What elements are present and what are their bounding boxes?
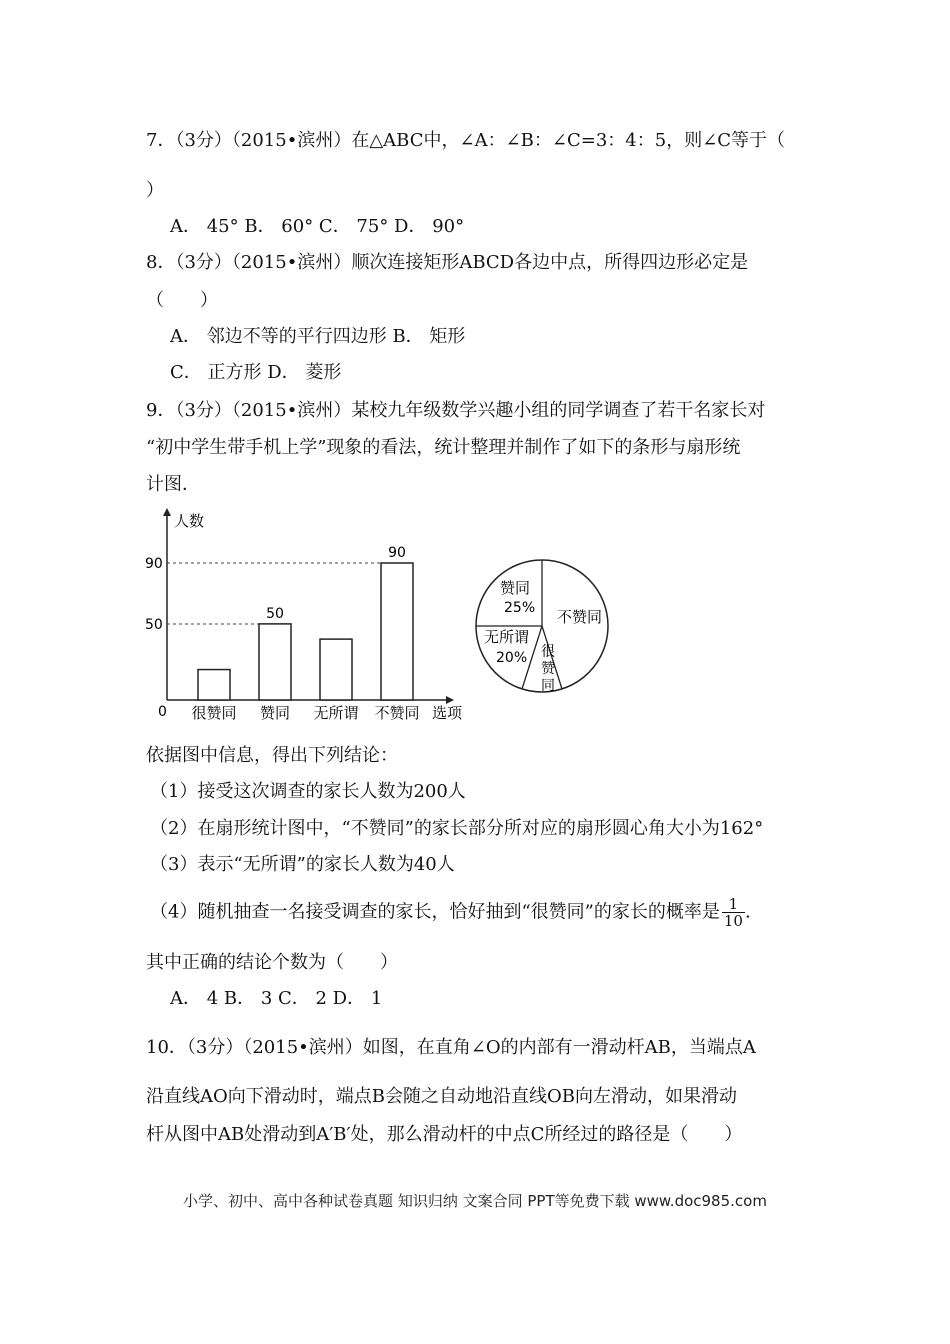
y-axis-arrow xyxy=(163,508,171,516)
pie-label-strongly-agree-char: 很 xyxy=(541,644,555,660)
bar-value-label-不赞同: 90 xyxy=(388,545,406,561)
q9-figure xyxy=(0,505,950,735)
bar-chart xyxy=(145,508,463,722)
x-tick-不赞同: 不赞同 xyxy=(374,704,420,722)
fraction-numerator: 1 xyxy=(722,896,745,913)
q9-conclusion-3: （3）表示“无所谓”的家长人数为40人 xyxy=(150,854,455,875)
q10-stem-3: 杆从图中AB处滑动到A′B′处，那么滑动杆的中点C所经过的路径是（ ） xyxy=(146,1124,743,1145)
q8-options-2: C． 正方形 D． 菱形 xyxy=(170,362,342,383)
q9-intro: 依据图中信息，得出下列结论： xyxy=(146,745,398,766)
pie-pct-agree: 25% xyxy=(504,600,536,616)
q9-conclusion-2: （2）在扇形统计图中，“不赞同”的家长部分所对应的扇形圆心角大小为162° xyxy=(150,818,764,839)
q8-stem: 8．（3分）（2015•滨州）顺次连接矩形ABCD各边中点，所得四边形必定是 xyxy=(146,252,749,273)
q8-paren: （ ） xyxy=(146,290,218,311)
pie-label-strongly-agree-char: 同 xyxy=(541,678,555,694)
x-axis-arrow xyxy=(446,696,454,704)
pie-chart xyxy=(476,560,608,694)
fraction xyxy=(722,896,745,929)
pie-label-strongly-agree-char: 赞 xyxy=(541,661,555,677)
y-tick-90: 90 xyxy=(145,556,163,572)
bar-赞同 xyxy=(259,624,291,700)
origin-label: 0 xyxy=(158,704,167,720)
q10-stem-2: 沿直线AO向下滑动时，端点B会随之自动地沿直线OB向左滑动，如果滑动 xyxy=(146,1086,737,1107)
q9-stem-3: 计图． xyxy=(146,474,200,495)
pie-label-indifferent: 无所谓 xyxy=(484,628,530,646)
bar-无所谓 xyxy=(320,639,352,700)
q9-conclusion-1: （1）接受这次调查的家长人数为200人 xyxy=(150,781,466,802)
y-tick-50: 50 xyxy=(145,617,163,633)
bar-很赞同 xyxy=(198,670,230,700)
page-footer: 小学、初中、高中各种试卷真题 知识归纳 文案合同 PPT等免费下载 www.doc985.com xyxy=(183,1192,767,1210)
q7-stem: 7．（3分）（2015•滨州）在△ABC中，∠A：∠B：∠C=3：4：5，则∠C等于（ xyxy=(146,130,786,151)
q9-stem-2: “初中学生带手机上学”现象的看法，统计整理并制作了如下的条形与扇形统 xyxy=(146,437,741,458)
pie-label-disagree: 不赞同 xyxy=(557,608,603,626)
x-tick-无所谓: 无所谓 xyxy=(313,704,359,722)
q9-conclusion-4 xyxy=(150,896,751,929)
q9-options: A． 4 B． 3 C． 2 D． 1 xyxy=(170,988,383,1009)
q8-options-1: A． 邻边不等的平行四边形 B． 矩形 xyxy=(170,326,466,347)
pie-label-agree: 赞同 xyxy=(500,579,531,597)
q9-conclusion-4-text: （4）随机抽查一名接受调查的家长，恰好抽到“很赞同”的家长的概率是 xyxy=(150,901,720,923)
x-tick-赞同: 赞同 xyxy=(259,704,291,722)
bar-不赞同 xyxy=(381,563,413,700)
fraction-denominator: 10 xyxy=(723,912,743,930)
q7-paren: ） xyxy=(146,180,164,201)
q10-stem-1: 10．（3分）（2015•滨州）如图，在直角∠O的内部有一滑动杆AB，当端点A xyxy=(146,1037,756,1058)
pie-pct-indifferent: 20% xyxy=(496,650,528,666)
q9-question: 其中正确的结论个数为（ ） xyxy=(146,952,398,973)
x-axis-label: 选项 xyxy=(432,704,463,722)
q9-conclusion-4-end: . xyxy=(744,901,751,923)
y-axis-label: 人数 xyxy=(174,512,205,530)
q7-options: A． 45° B． 60° C． 75° D． 90° xyxy=(170,216,465,237)
q9-stem-1: 9．（3分）（2015•滨州）某校九年级数学兴趣小组的同学调查了若干名家长对 xyxy=(146,400,766,421)
bar-value-label-赞同: 50 xyxy=(266,605,284,622)
x-tick-很赞同: 很赞同 xyxy=(191,704,237,722)
pie-label-strongly-agree xyxy=(541,644,556,694)
